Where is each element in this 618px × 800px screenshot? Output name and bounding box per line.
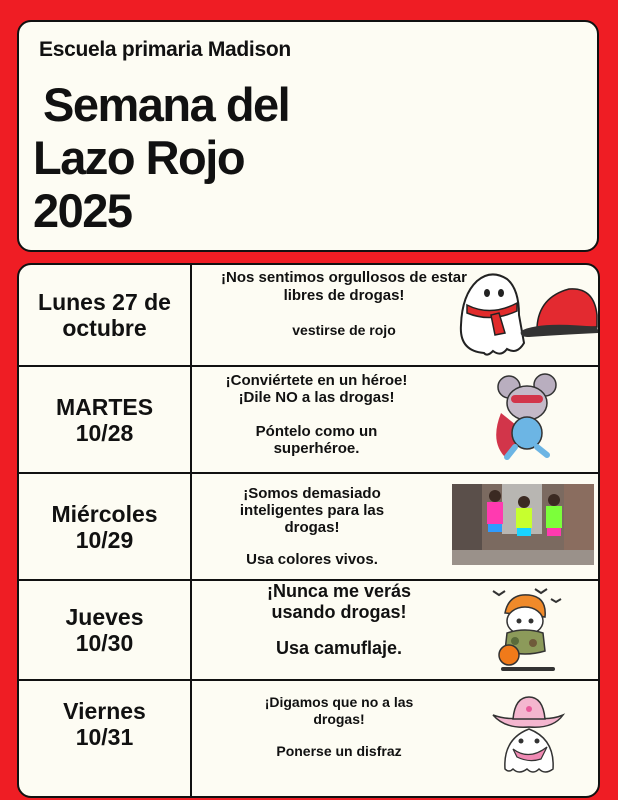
friday-activity: Ponerse un disfraz: [276, 743, 402, 759]
thursday-description: [239, 581, 439, 659]
title-line-1: Semana del: [43, 78, 290, 131]
bright-colors-photo: [452, 484, 594, 565]
page-title: [33, 78, 289, 237]
ghost-scarf-icon: [429, 265, 599, 360]
column-divider: [190, 265, 192, 796]
friday-slogan: ¡Digamos que no a las drogas!: [264, 694, 414, 727]
friday-description: [249, 694, 429, 760]
tuesday-slogan: ¡Conviértete en un héroe! ¡Dile NO a las drogas!: [225, 372, 408, 406]
title-line-2: Lazo Rojo: [33, 131, 245, 184]
camo-ghost-icon: [485, 585, 565, 675]
thursday-slogan: ¡Nunca me verás usando drogas!: [266, 581, 412, 622]
wednesday-description: [223, 485, 401, 568]
cowboy-ghost-icon: [489, 689, 567, 775]
day-friday: Viernes 10/31: [63, 698, 146, 750]
wednesday-activity: Usa colores vivos.: [246, 551, 378, 568]
day-tuesday: MARTES 10/28: [55, 393, 154, 446]
tuesday-description: [224, 372, 409, 457]
school-name: Escuela primaria Madison: [39, 38, 291, 61]
wednesday-slogan: ¡Somos demasiado inteligentes para las drogas!: [239, 485, 385, 536]
thursday-activity: Usa camuflaje.: [275, 638, 403, 658]
schedule-table: [17, 263, 600, 798]
title-line-3: 2025: [33, 184, 132, 237]
monday-slogan: ¡Nos sentimos orgullosos de estar libres de drogas!: [221, 269, 467, 304]
superhero-mouse-icon: [487, 373, 567, 463]
header-card: [17, 20, 599, 252]
day-wednesday: Miércoles 10/29: [51, 500, 158, 553]
tuesday-activity: Póntelo como un superhéroe.: [255, 423, 378, 457]
day-thursday: Jueves 10/30: [65, 604, 144, 656]
monday-activity: vestirse de rojo: [292, 322, 396, 338]
day-monday: Lunes 27 de octubre: [38, 289, 171, 341]
